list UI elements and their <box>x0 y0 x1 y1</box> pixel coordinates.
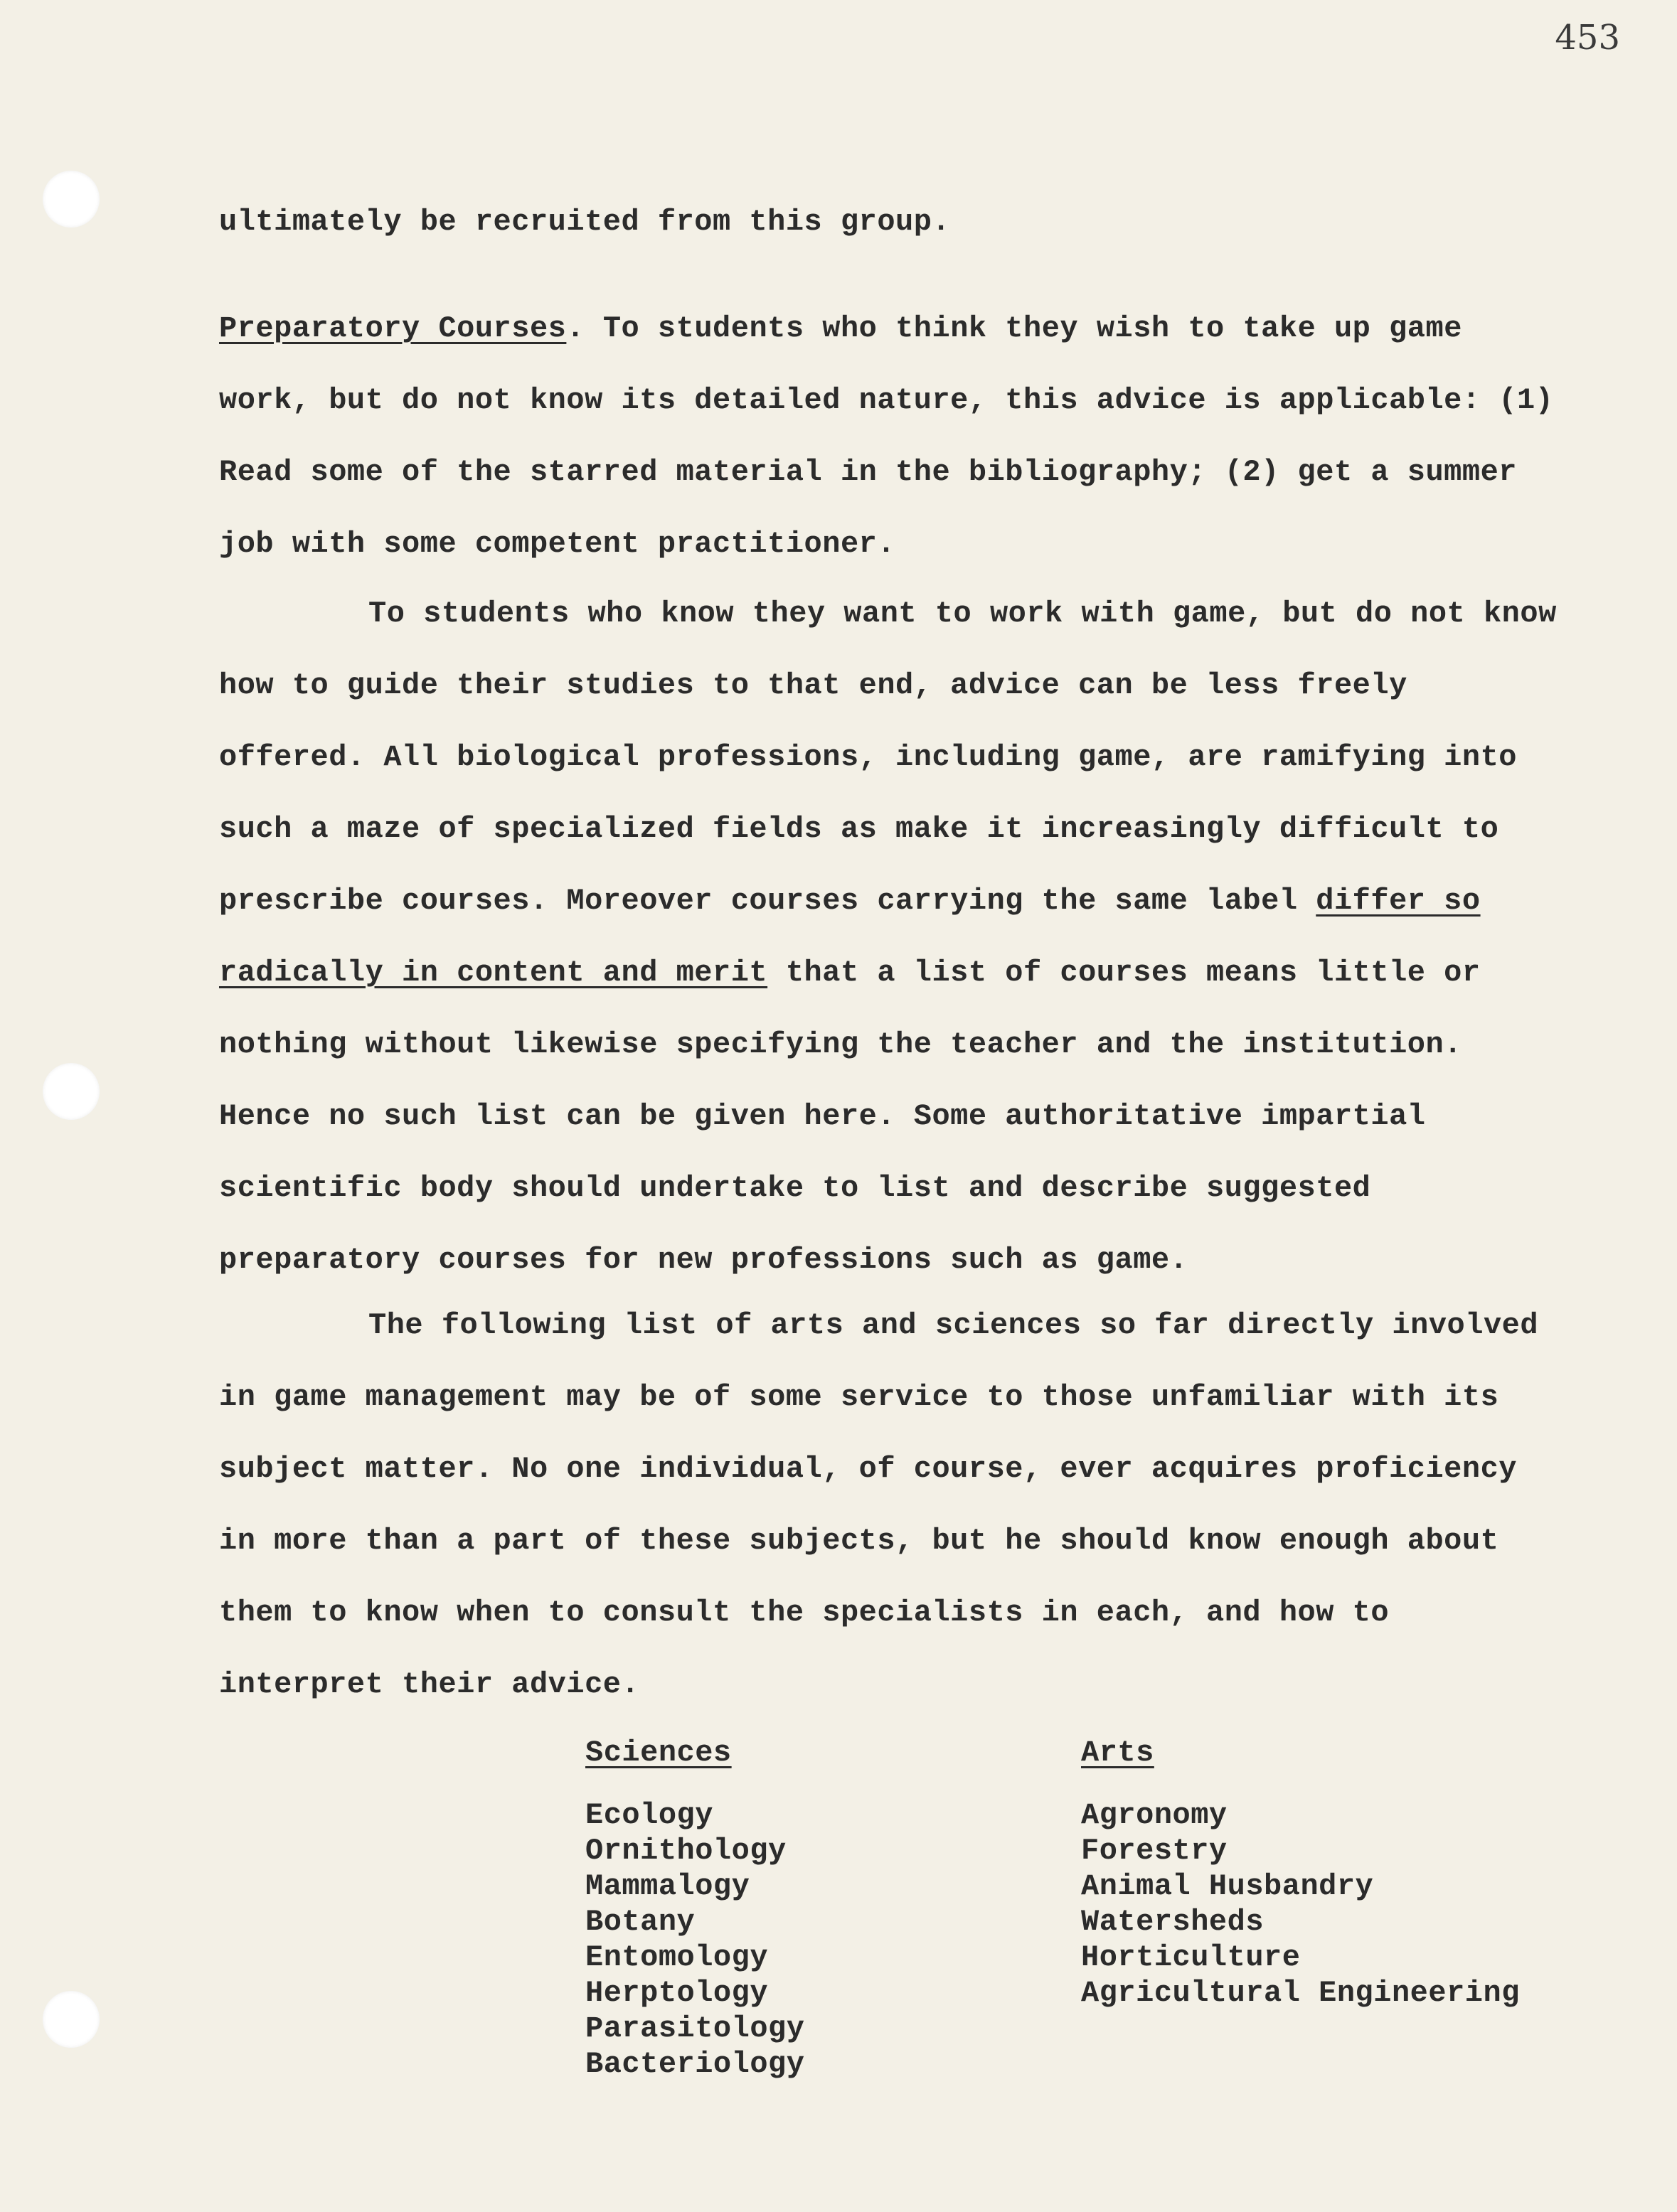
list-item: Botany <box>585 1905 696 1939</box>
list-item: Watersheds <box>1081 1905 1265 1939</box>
sciences-list <box>585 1797 804 2082</box>
list-item: Entomology <box>585 1940 769 1975</box>
page-number: 453 <box>1555 18 1620 58</box>
list-item: Ornithology <box>585 1834 787 1868</box>
list-item: Bacteriology <box>585 2047 805 2081</box>
sciences-column <box>585 1735 804 2082</box>
list-item: Forestry <box>1081 1834 1228 1868</box>
underlined-phrase: differ so radically in content and merit <box>219 884 1481 990</box>
list-item: Animal Husbandry <box>1081 1869 1374 1903</box>
paragraph-text-before: To students who know they want to work with game, but do not know how to guide their studies to that end, advice can be less freely offered. All biological professions, including game, are ramifying into such a maze of specialized fields as make it increasingly difficult to prescribe courses. Moreover courses carrying the same label <box>219 597 1557 918</box>
list-item: Horticulture <box>1081 1940 1301 1975</box>
paragraph-list-intro: The following list of arts and sciences so far directly involved in game management may be of some service to those unfamiliar with its subject matter. No one individual, of course, ever acquires proficiency in more than a part of these subjects, but he should know enough about them to know when to consult the specialists in each, and how to interpret their advice. <box>219 1308 1539 1701</box>
sciences-heading: Sciences <box>585 1736 732 1770</box>
punch-hole-bottom <box>43 1991 100 2048</box>
list-item: Mammalogy <box>585 1869 750 1903</box>
paragraph-continuation: ultimately be recruited from this group. <box>219 205 951 239</box>
heading-period: . <box>566 311 585 346</box>
arts-column <box>1081 1735 1520 2011</box>
paragraph-preparatory-courses <box>219 293 1570 580</box>
punch-hole-middle <box>43 1063 100 1120</box>
paragraph-advice <box>219 578 1570 1296</box>
arts-heading: Arts <box>1081 1736 1154 1770</box>
list-item: Agricultural Engineering <box>1081 1976 1520 2010</box>
list-item: Herptology <box>585 1976 769 2010</box>
punch-hole-top <box>43 171 100 228</box>
list-item: Parasitology <box>585 2011 805 2046</box>
arts-list <box>1081 1797 1520 2011</box>
paragraph-text-after: that a list of courses means little or nothing without likewise specifying the teacher and the institution. Hence no such list can be given here. Some authoritative impartial scientific body should undertake to list and describe suggested preparatory courses for new professions such as game. <box>219 956 1481 1277</box>
section-heading-preparatory-courses: Preparatory Courses <box>219 311 567 346</box>
paragraph-text: To students who think they wish to take up game work, but do not know its detailed nature, this advice is applicable: (1) Read some of the starred material in the bibliography; (2) get a summer job with some competent practitioner. <box>219 311 1554 561</box>
list-item: Ecology <box>585 1798 713 1832</box>
list-item: Agronomy <box>1081 1798 1228 1832</box>
